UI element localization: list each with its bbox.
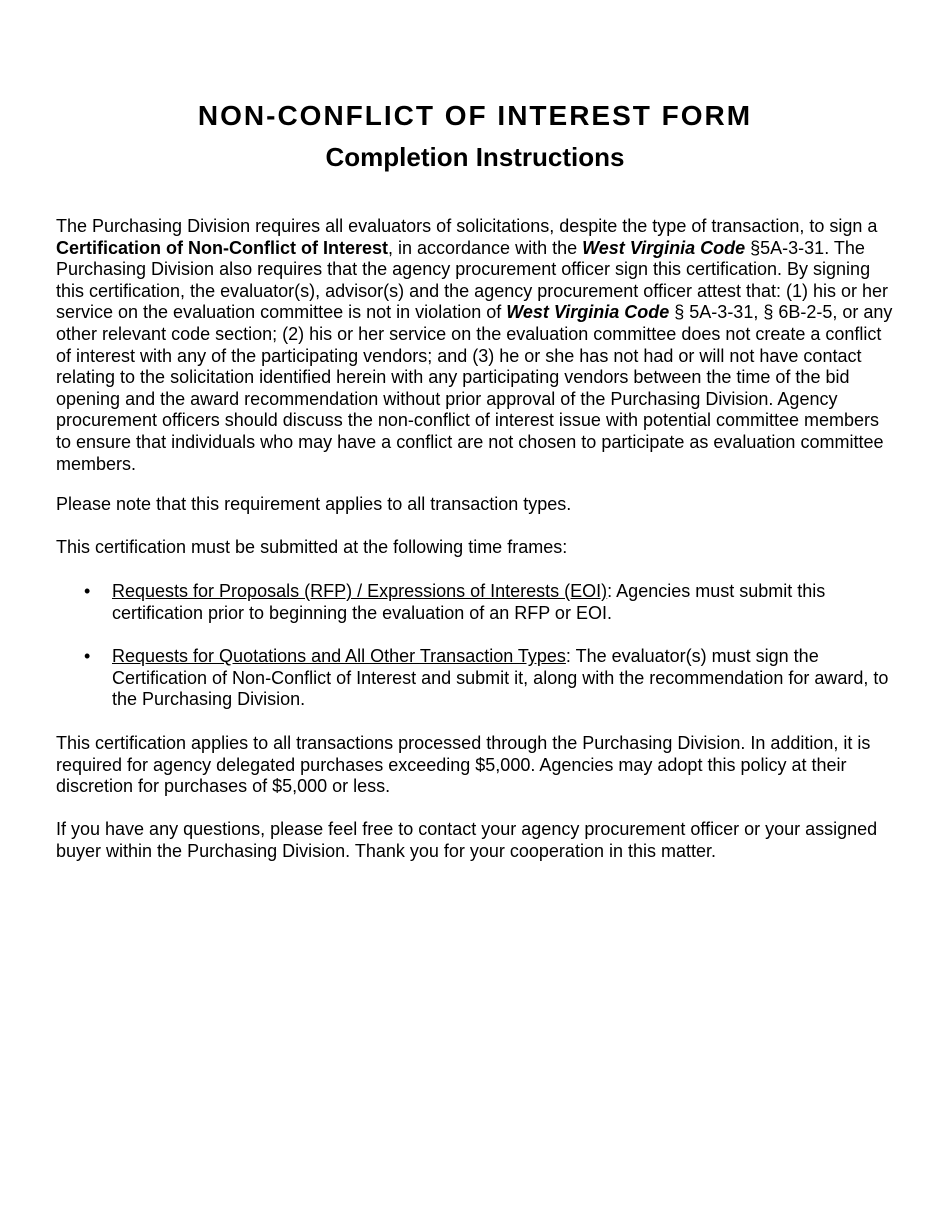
- closing-paragraph: If you have any questions, please feel free to contact your agency procurement officer or your assigned buyer within the Purchasing Division. Thank you for your cooperation in this matter.: [56, 819, 878, 861]
- certification-name: Certification of Non-Conflict of Interest: [56, 237, 388, 258]
- intro-text-1: The Purchasing Division requires all evaluators of solicitations, despite the type of transaction, to sign a: [56, 216, 878, 236]
- timeframes-list: [56, 581, 898, 711]
- bullet-icon: •: [84, 646, 91, 667]
- bullet-icon: •: [84, 581, 91, 601]
- intro-text-4: § 5A-3-31, § 6B-2-5, or any other relevant code section; (2) his or her service on the evaluation committee does not create a conflict of interest with any of the participating vendors; and (3) he or she has not had or will not have contact relating to the solicitation identified herein with any participating vendors between the time of the bid opening and the award recommendation without prior approval of the Purchasing Division. Agency procurement officers should discuss the non-conflict of interest issue with potential committee members to ensure that individuals who may have a conflict are not chosen to participate as evaluation committee members.: [56, 302, 893, 474]
- list-item: [56, 646, 898, 711]
- bullet-text: : The evaluator(s) must sign the Certification of Non-Conflict of Interest and submit it, along with the recommendation for award, to the Purchasing Division.: [112, 646, 889, 710]
- form-subtitle: Completion Instructions: [325, 142, 625, 172]
- note-paragraph: Please note that this requirement applies to all transaction types.: [56, 494, 572, 514]
- list-item: [56, 581, 898, 624]
- bullet-heading-rfq-other: Requests for Quotations and All Other Transaction Types: [112, 646, 566, 667]
- wv-code-reference-2: West Virginia Code: [506, 302, 670, 323]
- wv-code-reference-1: West Virginia Code: [582, 237, 746, 258]
- form-title: NON-CONFLICT OF INTEREST FORM: [197, 100, 753, 131]
- bullet-heading-rfp-eoi: Requests for Proposals (RFP) / Expressions of Interests (EOI): [112, 581, 608, 601]
- intro-paragraph: [56, 216, 898, 475]
- timeframes-intro: This certification must be submitted at the following time frames:: [56, 537, 568, 557]
- bullet-text: : Agencies must submit this certification prior to beginning the evaluation of an RFP or EOI.: [112, 581, 826, 623]
- intro-text-2: , in accordance with the: [388, 237, 583, 258]
- intro-text-3: §5A-3-31. The Purchasing Division also requires that the agency procurement officer sign this certification. By signing this certification, the evaluator(s), advisor(s) and the agency procurement officer attest that: (1) his or her service on the evaluation committee is not in violation of: [56, 237, 889, 323]
- applicability-paragraph: This certification applies to all transactions processed through the Purchasing Division. In addition, it is required for agency delegated purchases exceeding $5,000. Agencies may adopt this policy at their discretion for purchases of $5,000 or less.: [56, 733, 871, 797]
